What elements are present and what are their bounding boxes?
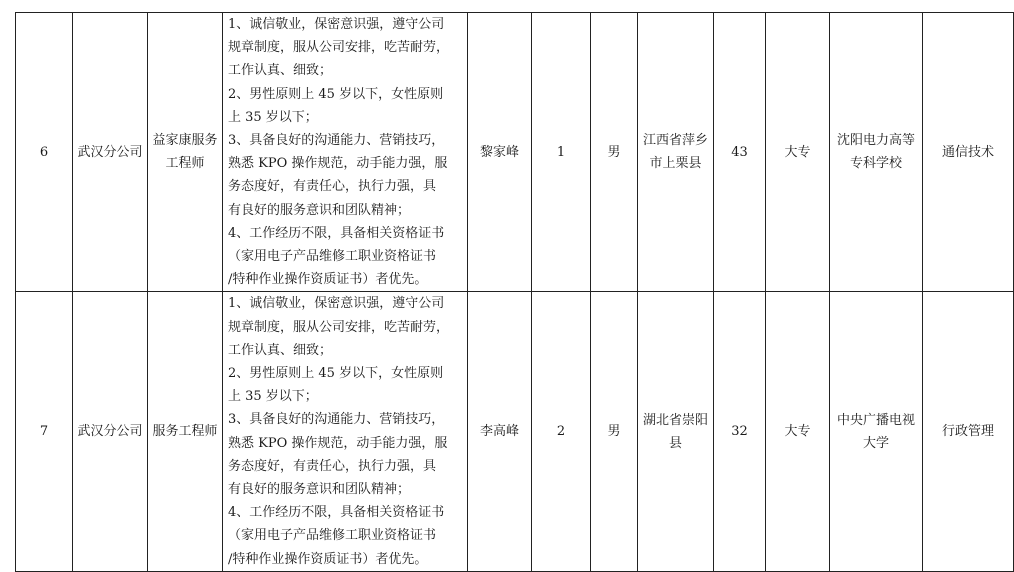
cell-name: 李高峰	[468, 292, 532, 571]
requirement-line: /特种作业操作资质证书）者优先。	[228, 551, 428, 567]
cell-count: 1	[532, 13, 591, 292]
cell-age: 43	[714, 13, 766, 292]
cell-school: 中央广播电视大学	[830, 292, 923, 571]
requirement-line: 规章制度，服从公司安排，吃苦耐劳，	[228, 319, 450, 335]
requirement-line: 熟悉 KPO 操作规范，动手能力强，服	[228, 156, 448, 172]
table-body	[16, 13, 1014, 572]
table-row	[16, 292, 1014, 571]
table-row	[16, 13, 1014, 292]
recruitment-table	[15, 12, 1014, 572]
cell-education: 大专	[766, 13, 830, 292]
requirement-line: 有良好的服务意识和团队精神；	[228, 202, 411, 218]
cell-count: 2	[532, 292, 591, 571]
cell-school: 沈阳电力高等专科学校	[830, 13, 923, 292]
cell-position: 益家康服务工程师	[148, 13, 223, 292]
cell-company: 武汉分公司	[73, 292, 148, 571]
cell-requirements	[223, 292, 468, 571]
requirement-line: 1、诚信敬业，保密意识强，遵守公司	[228, 17, 445, 32]
requirement-line: /特种作业操作资质证书）者优先。	[228, 272, 428, 288]
requirement-line: 工作认真、细致；	[228, 342, 333, 358]
requirement-line: （家用电子产品维修工职业资格证书	[228, 528, 437, 544]
requirement-line: （家用电子产品维修工职业资格证书	[228, 249, 437, 265]
requirement-line: 上 35 岁以下；	[228, 389, 318, 405]
cell-major: 行政管理	[923, 292, 1014, 571]
cell-gender: 男	[591, 13, 638, 292]
cell-name: 黎家峰	[468, 13, 532, 292]
requirement-line: 务态度好，有责任心，执行力强，具	[228, 179, 437, 195]
requirement-line: 务态度好，有责任心，执行力强，具	[228, 458, 437, 474]
requirement-line: 4、工作经历不限，具备相关资格证书	[228, 505, 445, 521]
requirement-line: 上 35 岁以下；	[228, 109, 318, 125]
requirement-line: 1、诚信敬业，保密意识强，遵守公司	[228, 296, 445, 312]
cell-no: 6	[16, 13, 73, 292]
cell-education: 大专	[766, 292, 830, 571]
cell-company: 武汉分公司	[73, 13, 148, 292]
requirement-line: 4、工作经历不限，具备相关资格证书	[228, 225, 445, 241]
cell-position: 服务工程师	[148, 292, 223, 571]
requirement-line: 规章制度，服从公司安排，吃苦耐劳，	[228, 40, 450, 56]
cell-age: 32	[714, 292, 766, 571]
requirement-line: 2、男性原则上 45 岁以下，女性原则	[228, 86, 444, 102]
requirement-line: 3、具备良好的沟通能力、营销技巧，	[228, 412, 445, 428]
requirement-line: 3、具备良好的沟通能力、营销技巧，	[228, 133, 445, 149]
cell-origin: 湖北省崇阳县	[638, 292, 714, 571]
requirement-line: 工作认真、细致；	[228, 63, 333, 79]
cell-gender: 男	[591, 292, 638, 571]
cell-requirements	[223, 13, 468, 292]
requirement-line: 2、男性原则上 45 岁以下，女性原则	[228, 366, 444, 382]
cell-origin: 江西省萍乡市上栗县	[638, 13, 714, 292]
cell-major: 通信技术	[923, 13, 1014, 292]
cell-no: 7	[16, 292, 73, 571]
requirement-line: 有良好的服务意识和团队精神；	[228, 482, 411, 498]
requirement-line: 熟悉 KPO 操作规范，动手能力强，服	[228, 435, 448, 451]
